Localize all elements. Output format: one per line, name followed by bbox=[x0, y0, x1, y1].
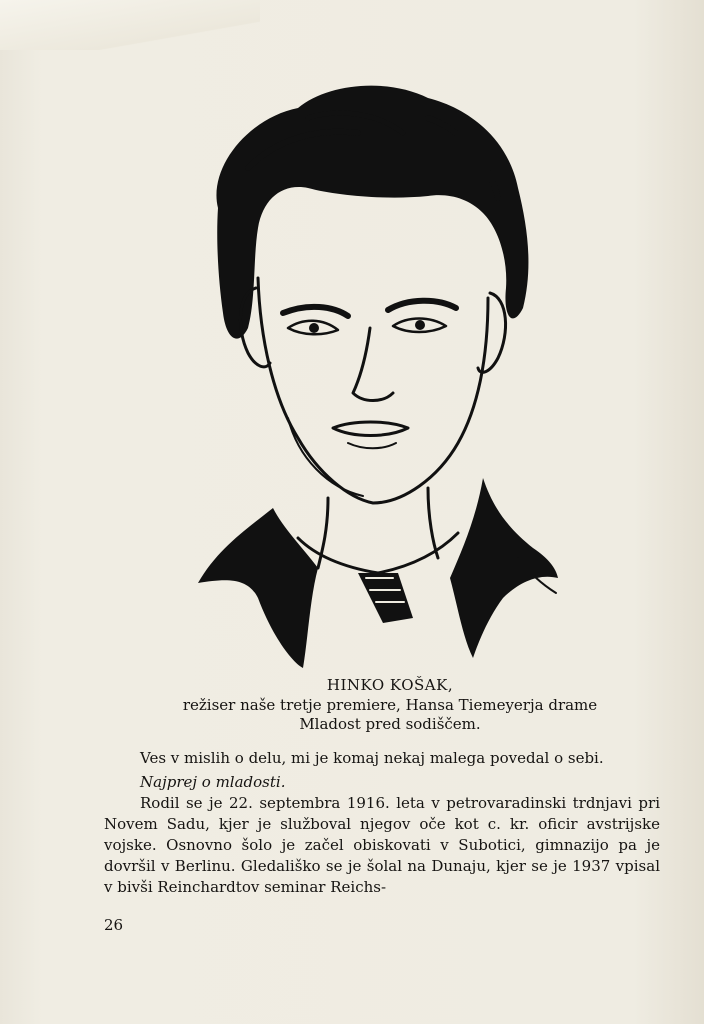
jacket-left bbox=[198, 508, 318, 668]
caption-role: režiser naše tretje premiere, Hansa Tiemeyerja drame bbox=[182, 696, 598, 714]
hair bbox=[216, 86, 528, 339]
folded-corner bbox=[0, 0, 260, 50]
subheading: Najprej o mladosti. bbox=[140, 773, 286, 791]
body-paragraph: Rodil se je 22. septembra 1916. leta v petrovaradinski trdnjavi pri Novem Sadu, kjer je služboval njegov oče kot c. kr. oficir avstrijske vojske. Osnovno šolo je začel obiskovati v Subotici, gimnazijo pa je dovršil v Berlinu. Gledališko se je šolal na Dunaju, kjer se je 1937 vpisal v bivši Reinchardtov seminar Reichs- bbox=[104, 794, 660, 896]
caption-name: HINKO KOŠAK, bbox=[326, 676, 454, 694]
jacket-right bbox=[450, 478, 558, 658]
tie bbox=[358, 573, 413, 623]
intro-paragraph: Ves v mislih o delu, mi je komaj nekaj malega povedal o sebi. bbox=[140, 749, 604, 767]
caption-play-title: Mladost pred sodiščem. bbox=[299, 715, 481, 733]
mouth bbox=[333, 422, 408, 436]
nose bbox=[353, 328, 393, 401]
page-number: 26 bbox=[104, 916, 124, 934]
portrait-drawing bbox=[188, 78, 558, 668]
